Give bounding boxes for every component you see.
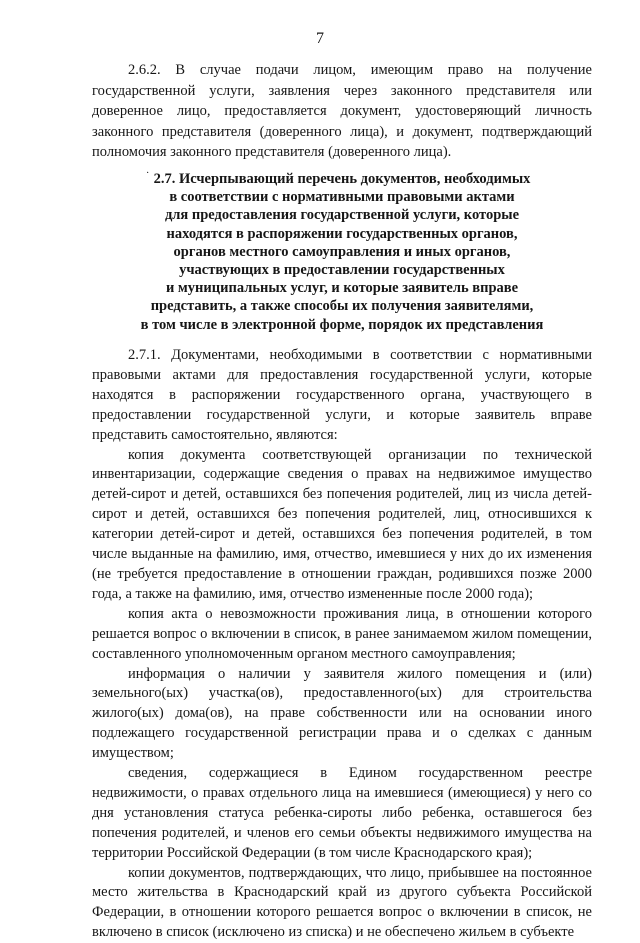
heading-line: 2.7. Исчерпывающий перечень документов, необходимых [153, 171, 531, 187]
heading-line: и муниципальных услуг, и которые заявитель вправе [165, 280, 519, 297]
paragraph-2-7-1 [92, 346, 592, 943]
paragraph-2-6-2 [92, 60, 592, 163]
list-item: сведения, содержащиеся в Едином государственном реестре недвижимости, о правах отдельного лица на имевшиеся (имеющиеся) у него со дня установления статуса ребенка-сироты либо ребенка, оставшегося без попечения родителей, и членов его семьи объекты недвижимого имущества на территории Российской Федерации (в том числе Краснодарского края); [92, 765, 592, 861]
list-item: копия документа соответствующей организации по технической инвентаризации, содержащие сведения о правах на недвижимое имущество детей-сирот и детей, оставшихся без попечения родителей, лиц из числа детей-сирот и детей, оставшихся без попечения родителей, лиц, относившихся к категории детей-сирот и детей, оставшихся без попечения родителей, в том числе выданные на фамилию, имя, отчество, имевшиеся у них до их изменения (не требуется предоставление в отношении граждан, родившихся позже 2000 года, а также на фамилию, имя, отчество измененные после 2000 года); [92, 446, 592, 602]
heading-line: органов местного самоуправления и иных органов, [173, 243, 511, 260]
heading-line: находятся в распоряжении государственных органов, [166, 225, 518, 242]
heading-line: в том числе в электронной форме, порядок их представления [140, 316, 544, 333]
list-item: информация о наличии у заявителя жилого помещения и (или) земельного(ых) участка(ов), предоставленного(ых) для строительства жилого(ых) дома(ов), на праве собственности или на основании иного подлежащего государственной регистрации права и о сделках с данным имуществом; [92, 665, 592, 762]
heading-line: в соответствии с нормативными правовыми актами [169, 189, 515, 206]
heading-line: для предоставления государственной услуги, которые [164, 207, 520, 224]
paragraph-text: 2.6.2. В случае подачи лицом, имеющим право на получение государственной услуги, заявления через законного представителя или доверенное лицо, предоставляется документ, удостоверяющий личность законного представителя (доверенного лица), и документ, подтверждающий полномочия законного представителя (доверенного лица). [92, 62, 592, 161]
page-number: 7 [316, 30, 324, 47]
paragraph-text: 2.7.1. Документами, необходимыми в соответствии с нормативными правовыми актами для предоставления государственной услуги, которые находятся в распоряжении государственного органа, участвующего в предоставлении государственной услуги, и которые заявитель вправе представить самостоятельно, являются: [92, 347, 592, 443]
list-item: копии документов, подтверждающих, что лицо, прибывшее на постоянное место жительства в Краснодарский край из другого субъекта Российской Федерации, в отношении которого решается вопрос о включении в список, не включено в список (исключено из списка) и не обеспечено жильем в субъекте [92, 864, 592, 941]
heading-line: представить, а также способы их получения заявителями, [150, 298, 534, 315]
list-item: копия акта о невозможности проживания лица, в отношении которого решается вопрос о включении в список, в ранее занимаемом жилом помещении, составленного уполномоченным органом местного самоуправления; [92, 605, 592, 662]
scan-speck: · [146, 168, 150, 179]
section-heading-2-7 [92, 170, 592, 334]
heading-line: участвующих в предоставлении государственных [179, 262, 505, 279]
